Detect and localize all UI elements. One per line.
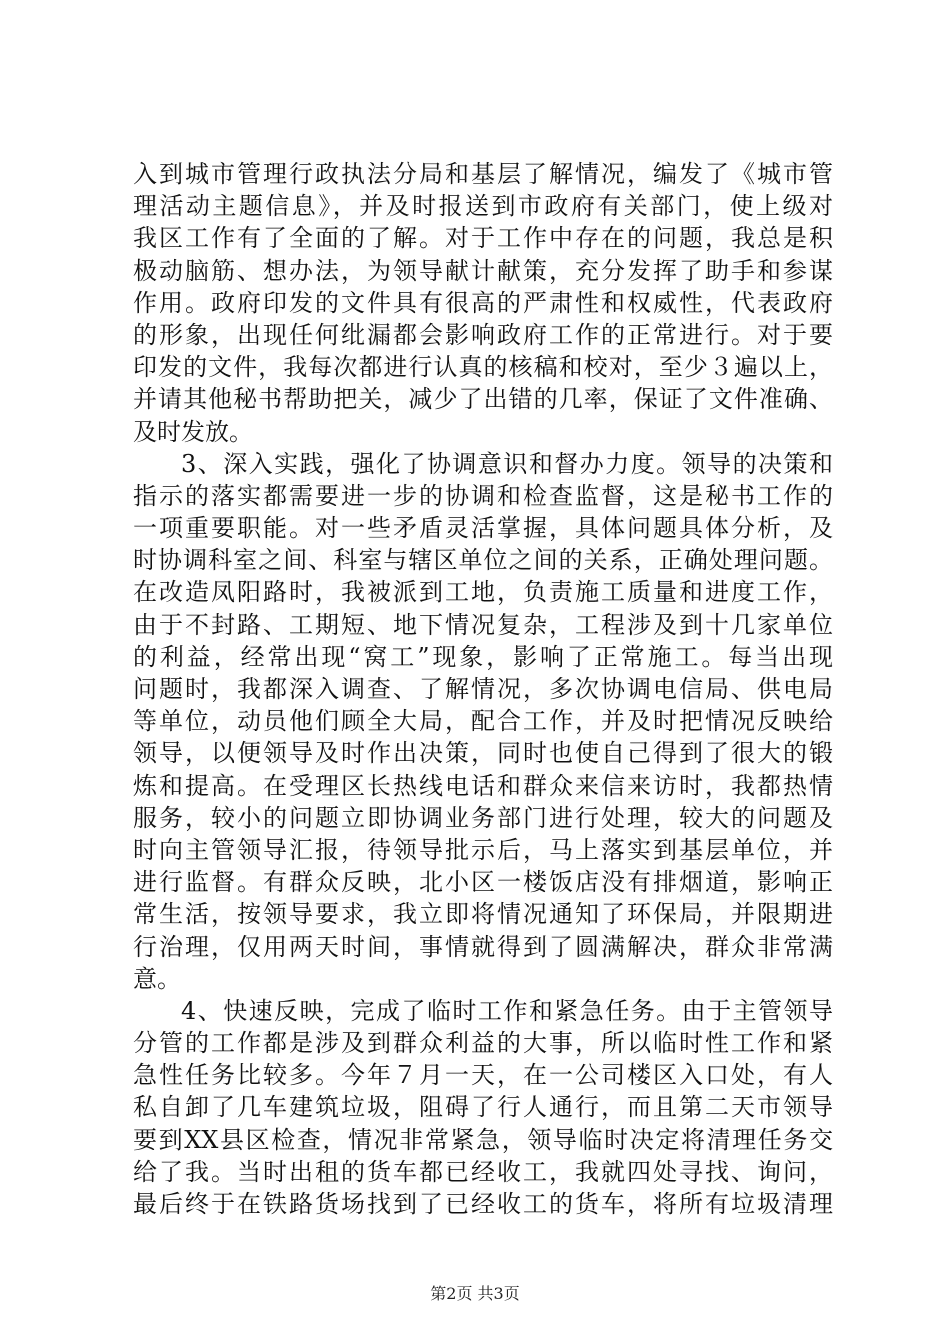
text-line: 我区工作有了全面的了解。对于工作中存在的问题，我总是积 — [133, 224, 833, 253]
text-line: 常生活，按领导要求，我立即将情况通知了环保局，并限期进 — [133, 900, 833, 929]
text-line: 作用。政府印发的文件具有很高的严肃性和权威性，代表政府 — [133, 288, 833, 317]
text-line: 要到XX县区检查，情况非常紧急，领导临时决定将清理任务交 — [133, 1125, 833, 1154]
text-line: 意。 — [133, 964, 181, 993]
text-line: 由于不封路、工期短、地下情况复杂，工程涉及到十几家单位 — [133, 610, 833, 639]
paragraph-start-line: 3、深入实践，强化了协调意识和督办力度。领导的决策和 — [181, 449, 833, 478]
text-line: 给了我。当时出租的货车都已经收工，我就四处寻找、询问， — [133, 1157, 833, 1186]
page-number-label: 第2页 共3页 — [430, 1284, 520, 1303]
text-line: 急性任务比较多。今年７月一天，在一公司楼区入口处，有人 — [133, 1061, 833, 1090]
text-line: 行治理，仅用两天时间，事情就得到了圆满解决，群众非常满 — [133, 932, 833, 961]
text-line: 指示的落实都需要进一步的协调和检查监督，这是秘书工作的 — [133, 481, 833, 510]
text-line: 炼和提高。在受理区长热线电话和群众来信来访时，我都热情 — [133, 771, 833, 800]
text-line: 在改造凤阳路时，我被派到工地，负责施工质量和进度工作， — [133, 578, 833, 607]
text-line: 及时发放。 — [133, 417, 253, 446]
text-line: 极动脑筋、想办法，为领导献计献策，充分发挥了助手和参谋 — [133, 256, 833, 285]
text-line: 时向主管领导汇报，待领导批示后，马上落实到基层单位，并 — [133, 835, 833, 864]
text-line: 私自卸了几车建筑垃圾，阻碍了行人通行，而且第二天市领导 — [133, 1093, 833, 1122]
text-line: 的利益，经常出现“窝工”现象，影响了正常施工。每当出现 — [133, 642, 833, 671]
text-line: 服务，较小的问题立即协调业务部门进行处理，较大的问题及 — [133, 803, 833, 832]
text-line: 入到城市管理行政执法分局和基层了解情况，编发了《城市管 — [133, 160, 833, 188]
page-footer — [0, 1281, 950, 1304]
text-line: 最后终于在铁路货场找到了已经收工的货车，将所有垃圾清理 — [133, 1190, 833, 1218]
text-line: 并请其他秘书帮助把关，减少了出错的几率，保证了文件准确、 — [133, 385, 833, 414]
text-line: 时协调科室之间、科室与辖区单位之间的关系，正确处理问题。 — [133, 546, 833, 575]
text-line: 等单位，动员他们顾全大局，配合工作，并及时把情况反映给 — [133, 707, 833, 736]
paragraph-start-line: 4、快速反映，完成了临时工作和紧急任务。由于主管领导 — [181, 996, 833, 1025]
text-line: 一项重要职能。对一些矛盾灵活掌握，具体问题具体分析，及 — [133, 514, 833, 543]
text-line: 印发的文件，我每次都进行认真的核稿和校对，至少３遍以上， — [133, 353, 833, 382]
document-body — [133, 158, 833, 1220]
text-line: 进行监督。有群众反映，北小区一楼饭店没有排烟道，影响正 — [133, 868, 833, 897]
text-line: 领导，以便领导及时作出决策，同时也使自己得到了很大的锻 — [133, 739, 833, 768]
text-line: 分管的工作都是涉及到群众利益的大事，所以临时性工作和紧 — [133, 1029, 833, 1058]
text-line: 问题时，我都深入调查、了解情况，多次协调电信局、供电局 — [133, 675, 833, 703]
text-line: 的形象，出现任何纰漏都会影响政府工作的正常进行。对于要 — [133, 320, 833, 349]
text-line: 理活动主题信息》，并及时报送到市政府有关部门，使上级对 — [133, 192, 833, 221]
